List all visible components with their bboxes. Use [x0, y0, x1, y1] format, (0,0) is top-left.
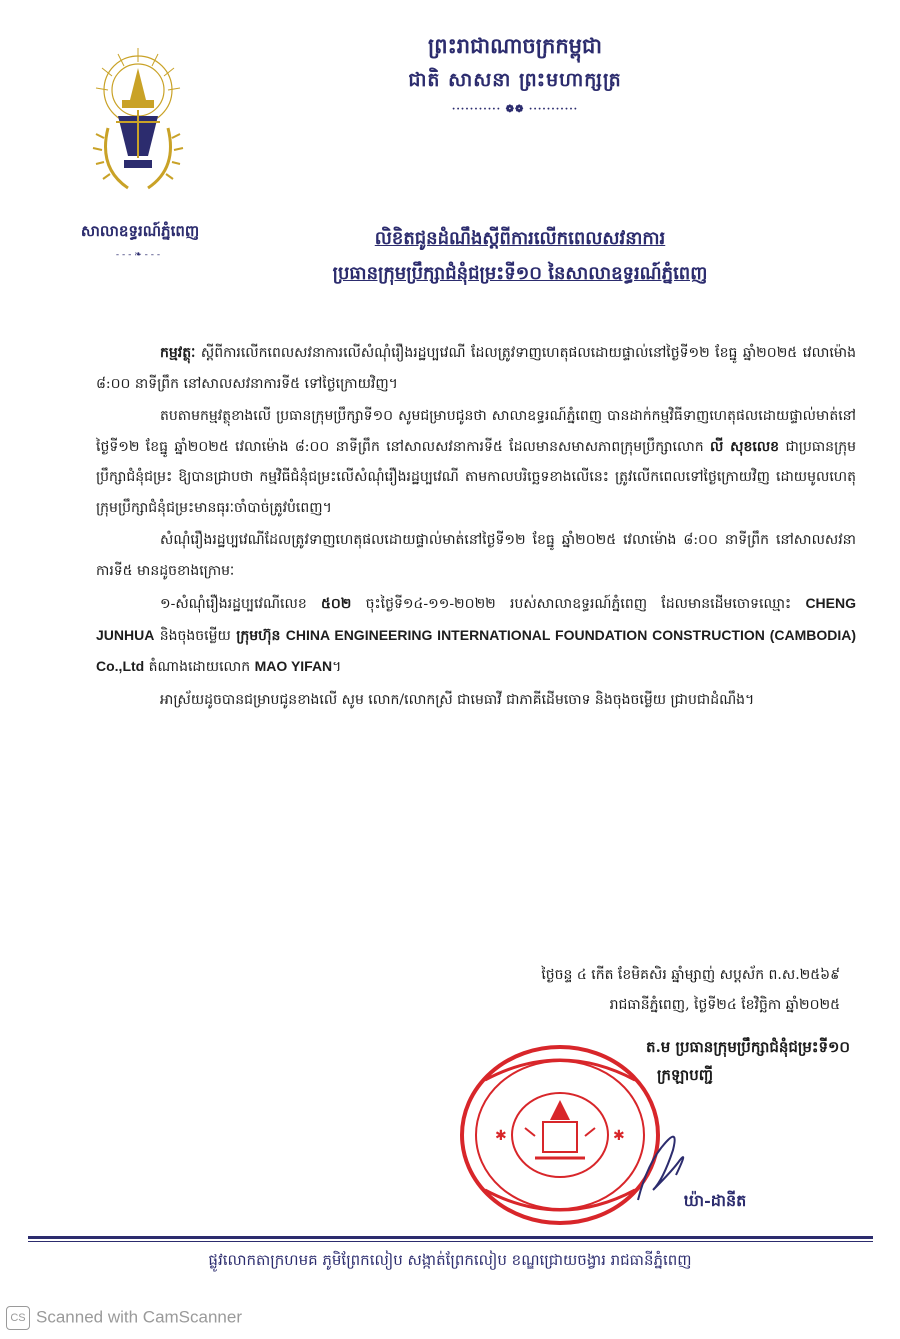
- defendant-company: CHINA ENGINEERING INTERNATIONAL FOUNDATION CONSTRUCTION (CAMBODIA) Co.,Ltd: [96, 626, 857, 674]
- document-title: [200, 222, 840, 292]
- title-line-1: លិខិតជូនដំណឹងស្តីពីការលើកពេលសវនាការ: [374, 228, 666, 249]
- paragraph-3: [96, 588, 856, 683]
- kingdom-motto: [330, 28, 700, 115]
- camscanner-logo-icon: CS: [6, 1306, 30, 1330]
- representative-label: តំណាងដោយលោក: [148, 659, 251, 675]
- title-line-2: ប្រធានក្រុមប្រឹក្សាជំនុំជម្រះទី១០ នៃសាលាឧទ្ធរណ៍ភ្នំពេញ: [332, 263, 708, 284]
- paragraph-1: [96, 401, 856, 523]
- paragraph-4: អាស្រ័យដូចបានជម្រាបជូនខាងលើ សូម លោក/លោកស្រី ជាមេធាវី ជាភាគីដើមចោទ និងចុងចម្លើយ ជ្រាបជាដំណឹង។: [160, 691, 755, 708]
- case-number: ៥០២: [320, 596, 352, 612]
- signer-name: ឃ៉ា-ដានីត: [683, 1191, 747, 1210]
- paragraph-1-text-b: ជាប្រធានក្រុមប្រឹក្សាជំនុំជម្រះ ឱ្យបានជ្រាបថា កម្មវិធីជំនុំជម្រះលើសំណុំរឿងរដ្ឋប្បវេណី តាមកាលបរិច្ឆេទខាងលើនេះ ត្រូវលើកពេលទៅថ្ងៃក្រោយវិញ ដោយមូលហេតុក្រុមប្រឹក្សាជំនុំជម្រះមានធុរៈចាំបាច់ត្រូវបំពេញ។: [96, 438, 857, 516]
- svg-text:✱: ✱: [613, 1128, 625, 1144]
- letter-body: [96, 338, 856, 717]
- kingdom-line-1: ព្រះរាជាណាចក្រកម្ពុជា: [427, 33, 602, 58]
- kingdom-line-2: ជាតិ សាសនា ព្រះមហាក្សត្រ: [408, 69, 622, 91]
- paragraph-3-end: ។: [332, 659, 342, 675]
- lunar-date: ថ្ងៃចន្ទ ៤ កើត ខែមិគសិរ ឆ្នាំម្សាញ់ សប្តស័ក ព.ស.២៥៦៩: [541, 967, 840, 983]
- solar-date: រាជធានីភ្នំពេញ, ថ្ងៃទី២៤ ខែវិច្ឆិកា ឆ្នាំ២០២៥: [609, 997, 840, 1013]
- footer-divider: [28, 1236, 873, 1239]
- case-label: ១-សំណុំរឿងរដ្ឋប្បវេណីលេខ: [160, 596, 307, 612]
- motto-ornament: ··········· ❁❁ ···········: [451, 104, 579, 115]
- date-block: [380, 960, 840, 1020]
- court-name: សាលាឧទ្ធរណ៍ភ្នំពេញ: [80, 222, 200, 240]
- footer-divider-thin: [28, 1241, 873, 1242]
- defendant-label: និងចុងចម្លើយ: [159, 627, 231, 644]
- paragraph-2: សំណុំរឿងរដ្ឋប្បវេណីដែលត្រូវទាញហេតុផលដោយផ្ទាល់មាត់នៅថ្ងៃទី១២ ខែធ្នូ ឆ្នាំ២០២៥ វេលាម៉ោង ៨:០០ នាទីព្រឹក នៅសាលសវនាការទី៥ មានដូចខាងក្រោមៈ: [96, 532, 856, 579]
- case-text: ចុះថ្ងៃទី១៤-១១-២០២២ របស់សាលាឧទ្ធរណ៍ភ្នំពេញ ដែលមានដើមចោទឈ្មោះ: [365, 596, 792, 612]
- court-name-ornament: - - - ❧ - - -: [115, 250, 161, 260]
- camscanner-text: Scanned with CamScanner: [36, 1307, 243, 1327]
- svg-text:✱: ✱: [495, 1128, 507, 1144]
- plaintiff-name: CHENG JUNHUA: [96, 595, 856, 643]
- paragraph-1-text-a: តបតាមកម្មវត្ថុខាងលើ ប្រធានក្រុមប្រឹក្សាទី១០ សូមជម្រាបជូនថា សាលាឧទ្ធរណ៍ភ្នំពេញ បានដាក់កម្មវិធីទាញហេតុផលដោយផ្ទាល់មាត់នៅថ្ងៃទី១២ ខែធ្នូ ឆ្នាំ២០២៥ វេលាម៉ោង ៨:០០ នាទីព្រឹក នៅសាលសវនាការទី៥ ដែលមានសមាសភាពក្រុមប្រឹក្សាលោក: [96, 408, 856, 455]
- court-emblem-icon: [78, 38, 198, 218]
- subject-text: ស្តីពីការលើកពេលសវនាការលើសំណុំរឿងរដ្ឋប្បវេណី ដែលត្រូវទាញហេតុផលដោយផ្ទាល់នៅថ្ងៃទី១២ ខែធ្នូ ឆ្នាំ២០២៥ វេលាម៉ោង ៨:០០ នាទីព្រឹក នៅសាលសវនាការទី៥ ទៅថ្ងៃក្រោយវិញ។: [96, 345, 857, 392]
- presiding-judge-name: លី សុខលេខ: [710, 438, 780, 455]
- court-address: ផ្លូវលោកតាក្រហមគ ភូមិព្រែកលៀប សង្កាត់ព្រែកលៀប ខណ្ឌជ្រោយចង្វារ រាជធានីភ្នំពេញ: [208, 1251, 692, 1269]
- signature-title: ត.ម ប្រធានក្រុមប្រឹក្សាជំនុំជម្រះទី១០: [646, 1038, 850, 1056]
- signature-role: ក្រឡាបញ្ជី: [656, 1066, 714, 1084]
- camscanner-watermark: [6, 1306, 242, 1330]
- representative-name: MAO YIFAN: [254, 658, 333, 674]
- subject-paragraph: [96, 338, 856, 399]
- company-label: ក្រុមហ៊ុន: [236, 627, 281, 644]
- subject-label: កម្មវត្ថុៈ: [160, 345, 196, 361]
